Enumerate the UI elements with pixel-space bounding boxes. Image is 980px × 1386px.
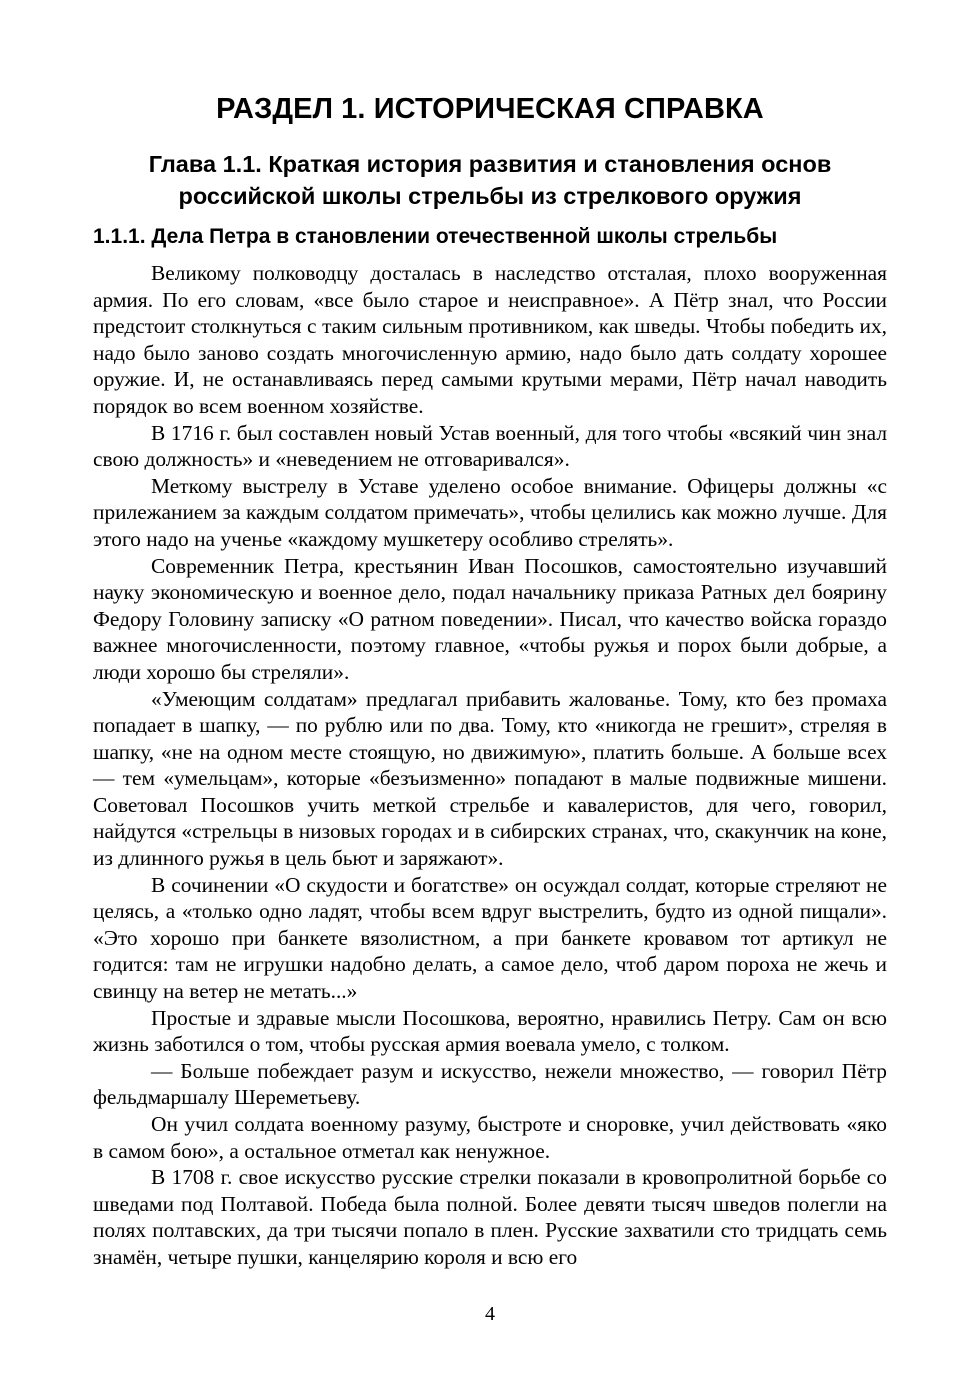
page-number: 4	[485, 1303, 495, 1325]
paragraph: В 1708 г. свое искусство русские стрелки показали в кровопролитной борьбе со шведами под Полтавой. Победа была полной. Более девяти тысяч шведов полегли на полях полтавских, да три тысячи попало в плен. Русские захватили сто тридцать семь знамён, четыре пушки, канцелярию короля и всю его	[93, 1165, 887, 1269]
paragraph: Великому полководцу досталась в наследство отсталая, плохо вооруженная армия. По его словам, «все было старое и неисправное». А Пётр знал, что России предстоит столкнуться с таким сильным противником, как шведы. Чтобы победить их, надо было заново создать многочисленную армию, надо было дать солдату хорошее оружие. И, не останавливаясь перед самыми крутыми мерами, Пётр начал наводить порядок во всем военном хозяйстве.	[93, 261, 887, 418]
paragraph: В 1716 г. был составлен новый Устав военный, для того чтобы «всякий чин знал свою должность» и «неведением не отговаривался».	[93, 420, 887, 472]
paragraph: Простые и здравые мысли Посошкова, вероятно, нравились Петру. Сам он всю жизнь заботился о том, чтобы русская армия воевала умело, с толком.	[93, 1005, 887, 1057]
chapter-title-line1: Глава 1.1. Краткая история развития и становления основ	[148, 151, 832, 177]
paragraph: Современник Петра, крестьянин Иван Посошков, самостоятельно изучавший науку экономическую и военное дело, подал начальнику приказа Ратных дел боярину Федору Головину записку «О ратном поведении». Писал, что качество войска гораздо важнее многочисленности, поэтому главное, «чтобы ружья и порох были добрые, а люди хорошо бы стреляли».	[93, 553, 887, 684]
chapter-title-line2: российской школы стрельбы из стрелкового оружия	[178, 183, 802, 209]
paragraph: Меткому выстрелу в Уставе уделено особое внимание. Офицеры должны «с прилежанием за каждым солдатом примечать», чтобы целились как можно лучше. Для этого надо на ученье «каждому мушкетеру особливо стрелять».	[93, 473, 887, 551]
body-text	[93, 260, 887, 1271]
section-title: 1.1.1. Дела Петра в становлении отечественной школы стрельбы	[93, 225, 778, 248]
part-title: РАЗДЕЛ 1. ИСТОРИЧЕСКАЯ СПРАВКА	[216, 93, 764, 125]
paragraph: «Умеющим солдатам» предлагал прибавить жалованье. Тому, кто без промаха попадает в шапку, — по рублю или по два. Тому, кто «никогда не грешит», стреляя в шапку, «не на одном месте стоящую, но движимую», платить больше. А больше всех — тем «умельцам», которые «безъизменно» попадают в малые подвижные мишени. Советовал Посошков учить меткой стрельбе и кавалеристов, для чего, говорил, найдутся «стрельцы в низовых городах и в сибирских странах, что, скакунчик на коне, из длинного ружья в цель бьют и заряжают».	[93, 686, 887, 871]
paragraph: В сочинении «О скудости и богатстве» он осуждал солдат, которые стреляют не целясь, а «только одно ладят, чтобы всем вдруг выстрелить, будто из одной пищали». «Это хорошо при банкете вязолистном, а при банкете кровавом тот артикул не годится: там не игрушки надобно делать, а самое дело, чтоб даром пороха не жечь и свинцу на ветер не метать...»	[93, 872, 887, 1004]
paragraph: — Больше побеждает разум и искусство, нежели множество, — говорил Пётр фельдмаршалу Шереметьеву.	[93, 1058, 887, 1110]
chapter-title	[93, 148, 887, 212]
paragraph: Он учил солдата военному разуму, быстроте и сноровке, учил действовать «яко в самом бою», а остальное отметал как ненужное.	[93, 1112, 887, 1163]
document-page	[93, 90, 887, 1271]
